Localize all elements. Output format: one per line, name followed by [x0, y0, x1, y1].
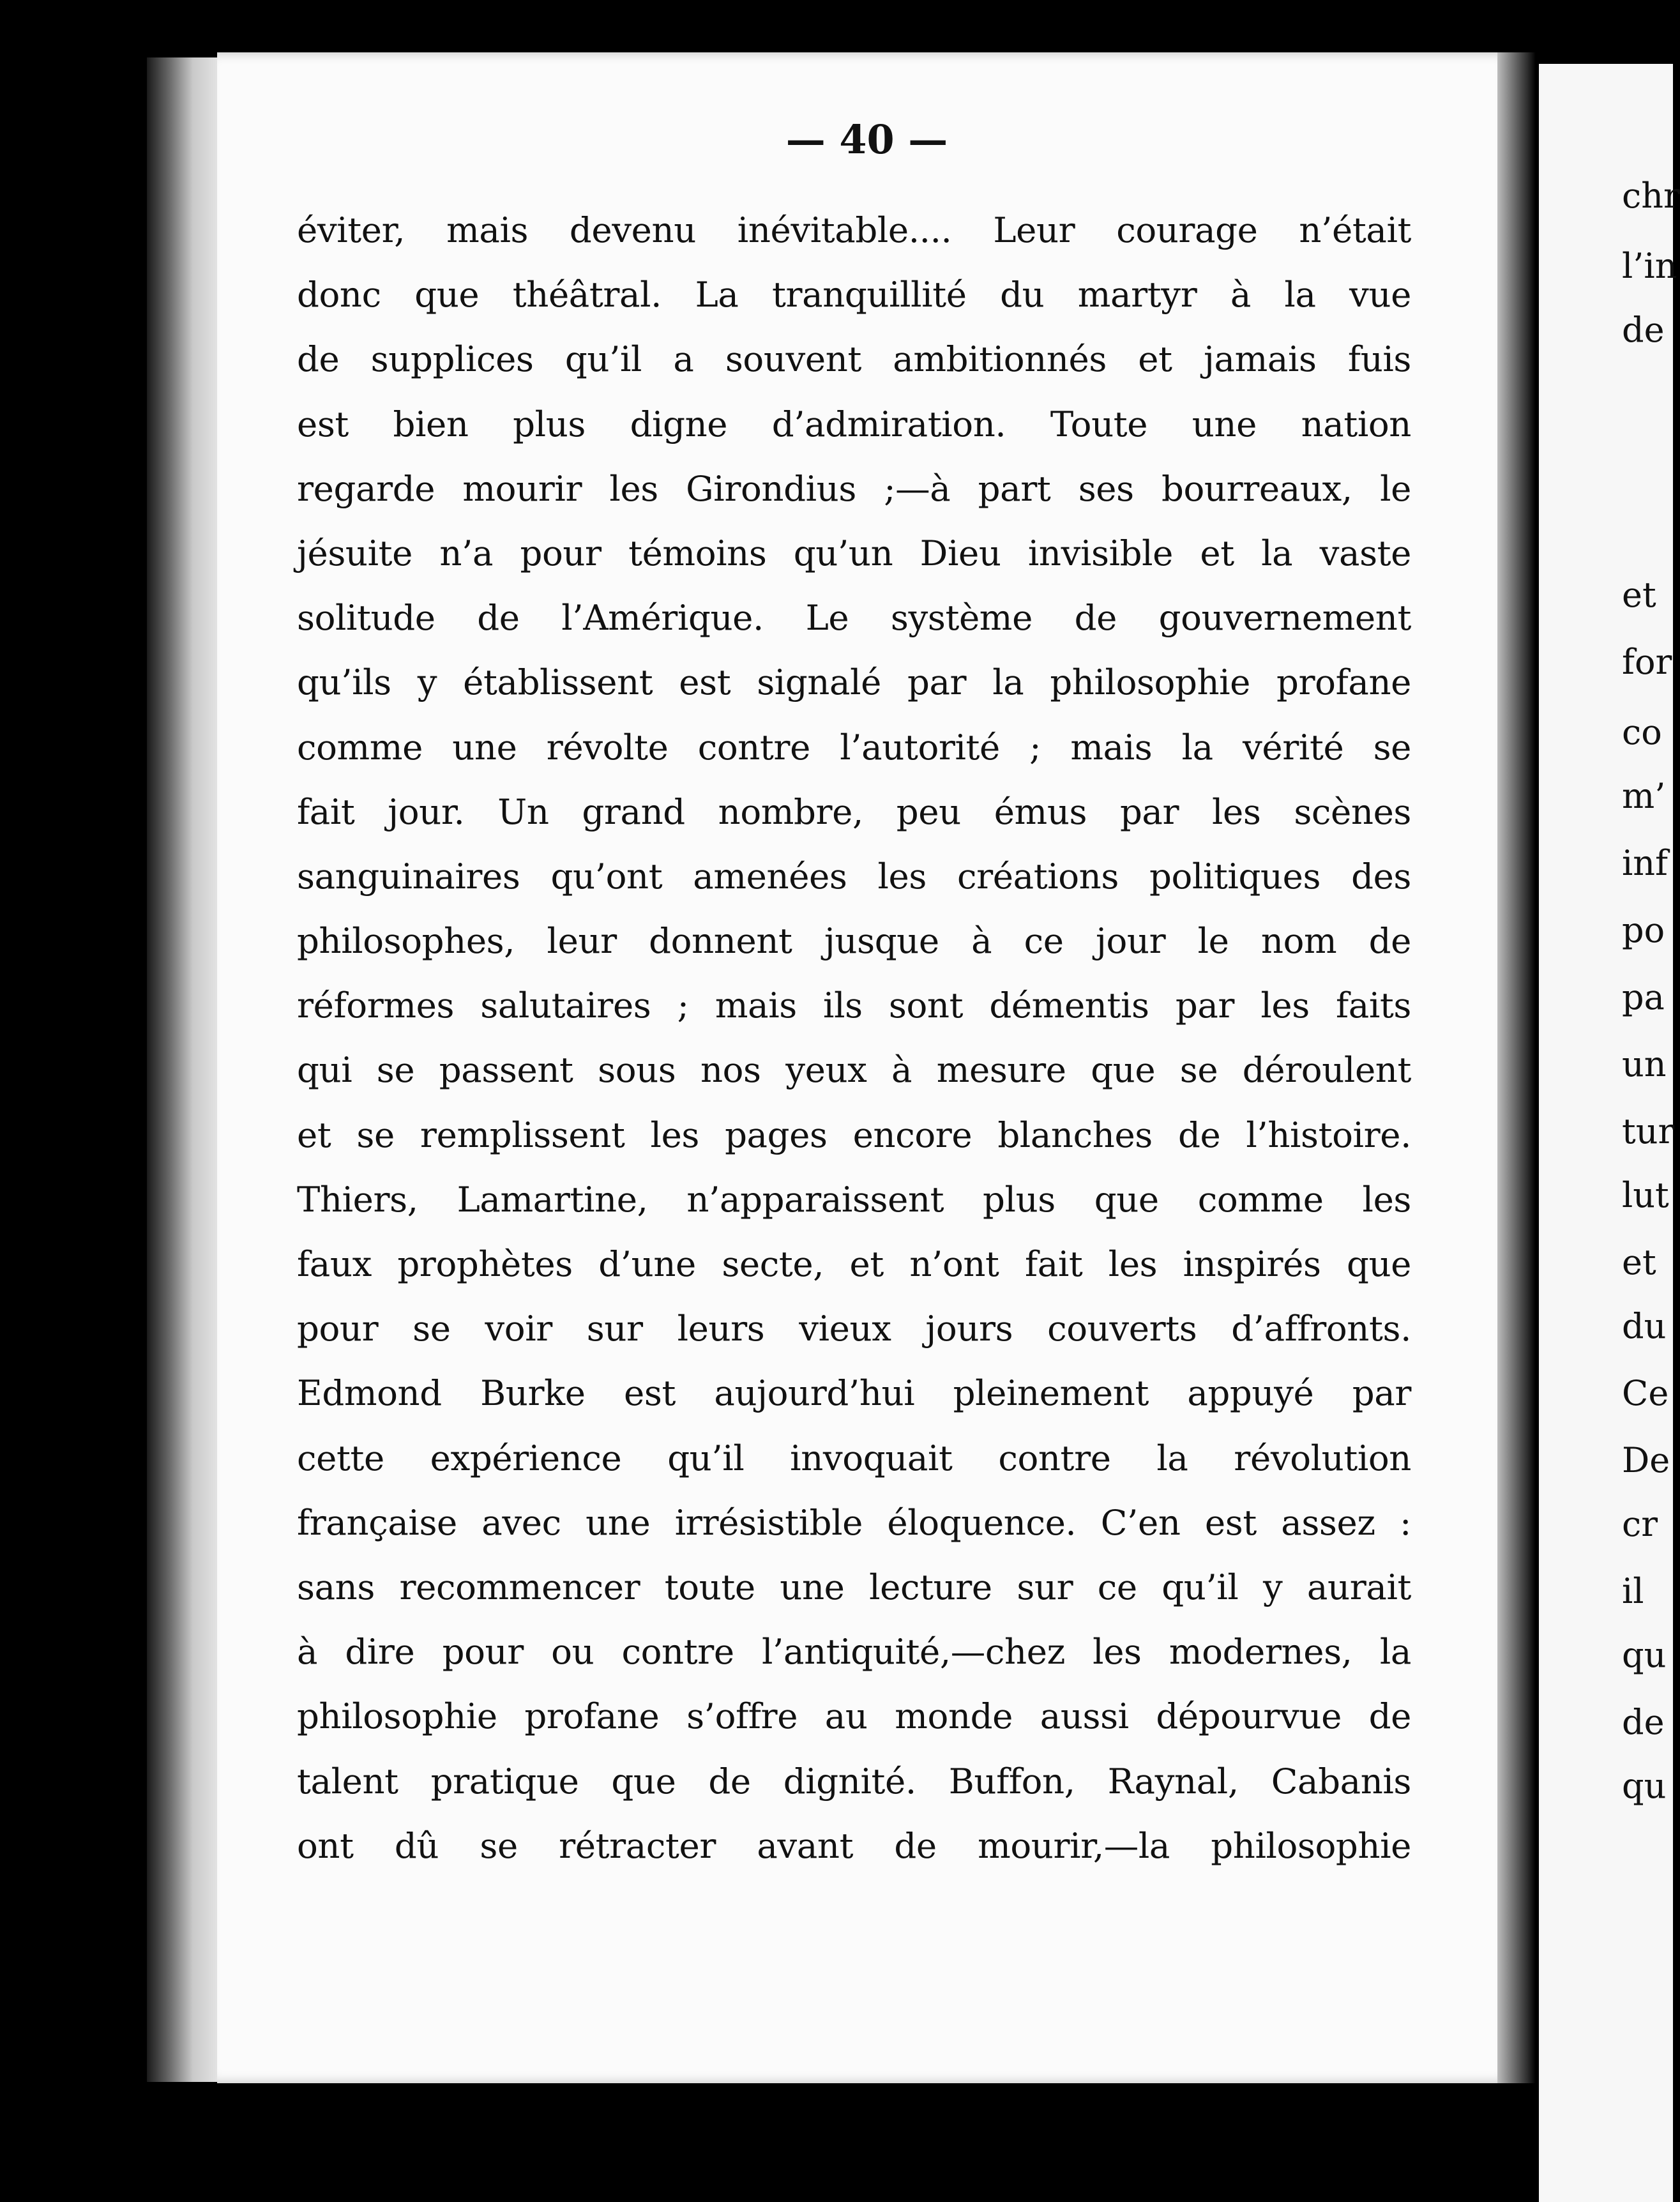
adjacent-page-fragment: du: [1622, 1306, 1667, 1346]
text-line: réformes salutaires ; mais ils sont démentis par les faits: [297, 985, 1411, 1026]
adjacent-page-fragment: chr: [1622, 176, 1680, 216]
text-line: donc que théâtral. La tranquillité du martyr à la vue: [297, 274, 1411, 315]
text-line: pour se voir sur leurs vieux jours couverts d’affronts.: [297, 1308, 1411, 1349]
adjacent-page-fragment: m’: [1622, 776, 1666, 816]
text-line: fait jour. Un grand nombre, peu émus par les scènes: [297, 791, 1411, 832]
adjacent-page-fragment: co: [1622, 712, 1662, 752]
adjacent-page-fragment: et: [1622, 1242, 1656, 1282]
text-line: ont dû se rétracter avant de mourir,—la philosophie: [297, 1825, 1411, 1866]
text-line: est bien plus digne d’admiration. Toute une nation: [297, 403, 1411, 444]
text-line: sanguinaires qu’ont amenées les créations politiques des: [297, 855, 1411, 897]
adjacent-page-fragment: il: [1622, 1571, 1644, 1611]
text-line: Thiers, Lamartine, n’apparaissent plus que comme les: [297, 1178, 1411, 1220]
adjacent-page-fragment: inf: [1622, 843, 1669, 883]
adjacent-page-fragment: Ce: [1622, 1373, 1669, 1413]
adjacent-page-fragment: et: [1622, 575, 1656, 615]
text-line: française avec une irrésistible éloquence. C’en est assez :: [297, 1501, 1411, 1543]
text-line: à dire pour ou contre l’antiquité,—chez les modernes, la: [297, 1631, 1411, 1673]
adjacent-page-fragment: qu: [1622, 1635, 1667, 1675]
adjacent-page-fragment: pa: [1622, 977, 1665, 1017]
page-gutter-shadow: [1497, 52, 1536, 2083]
adjacent-page-fragment: for: [1622, 642, 1672, 682]
text-line: Edmond Burke est aujourd’hui pleinement appuyé par: [297, 1372, 1411, 1414]
text-line: qu’ils y établissent est signalé par la philosophie profane: [297, 662, 1411, 703]
adjacent-page-fragment: de: [1622, 310, 1665, 350]
adjacent-page-fragment: qu: [1622, 1766, 1667, 1806]
adjacent-page-fragment: po: [1622, 910, 1665, 950]
book-page: [217, 52, 1517, 2083]
text-line: jésuite n’a pour témoins qu’un Dieu invisible et la vaste: [297, 532, 1411, 573]
text-line: éviter, mais devenu inévitable.... Leur courage n’était: [297, 209, 1411, 250]
page-body-text: [297, 198, 1411, 1878]
page-number: — 40 —: [785, 116, 948, 163]
text-line: qui se passent sous nos yeux à mesure que se déroulent: [297, 1049, 1411, 1091]
adjacent-page-fragment: un: [1622, 1044, 1667, 1084]
text-line: philosophie profane s’offre au monde aussi dépourvue de: [297, 1696, 1411, 1737]
book-binding-edge: [147, 57, 223, 2082]
text-line: comme une révolte contre l’autorité ; mais la vérité se: [297, 726, 1411, 768]
text-line: regarde mourir les Girondius ;—à part ses bourreaux, le: [297, 467, 1411, 509]
text-line: solitude de l’Amérique. Le système de gouvernement: [297, 597, 1411, 639]
adjacent-page-fragment: lut: [1622, 1175, 1669, 1215]
adjacent-page-fragment: De: [1622, 1440, 1670, 1480]
text-line: faux prophètes d’une secte, et n’ont fait les inspirés que: [297, 1243, 1411, 1284]
text-line: de supplices qu’il a souvent ambitionnés et jamais fuis: [297, 338, 1411, 380]
adjacent-page-fragment: l’in: [1622, 246, 1677, 286]
adjacent-page-fragment: de: [1622, 1702, 1665, 1742]
text-line: sans recommencer toute une lecture sur ce qu’il y aurait: [297, 1566, 1411, 1607]
text-line: cette expérience qu’il invoquait contre la révolution: [297, 1437, 1411, 1478]
text-line: et se remplissent les pages encore blanches de l’histoire.: [297, 1114, 1411, 1155]
text-line: philosophes, leur donnent jusque à ce jour le nom de: [297, 920, 1411, 962]
adjacent-page-fragment: tur: [1622, 1111, 1675, 1151]
adjacent-page-fragment: cr: [1622, 1504, 1658, 1544]
text-line: talent pratique que de dignité. Buffon, Raynal, Cabanis: [297, 1760, 1411, 1802]
